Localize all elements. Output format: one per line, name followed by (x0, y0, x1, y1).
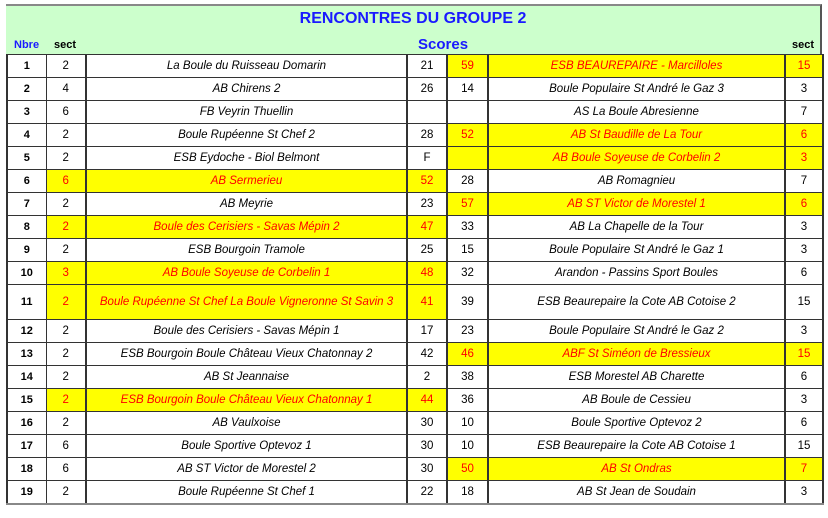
match-number-cell: 12 (7, 320, 46, 343)
sector-left-cell: 2 (46, 412, 86, 435)
sector-left-cell: 6 (46, 458, 86, 481)
sector-right-cell: 3 (785, 78, 823, 101)
results-table (6, 54, 824, 505)
team-right-cell: AS La Boule Abresienne (488, 101, 785, 124)
sector-right-cell: 7 (785, 170, 823, 193)
score-right-cell: 52 (447, 124, 488, 147)
match-number-cell: 1 (7, 55, 46, 78)
sector-right-cell: 6 (785, 193, 823, 216)
team-right-cell: ESB Beaurepaire la Cote AB Cotoise 1 (488, 435, 785, 458)
sector-left-cell: 2 (46, 55, 86, 78)
team-left-cell: AB St Jeannaise (86, 366, 407, 389)
sector-right-cell: 3 (785, 216, 823, 239)
team-right-cell: ESB BEAUREPAIRE - Marcilloles (488, 55, 785, 78)
score-right-cell: 50 (447, 458, 488, 481)
match-number-cell: 3 (7, 101, 46, 124)
score-right-cell: 23 (447, 320, 488, 343)
score-left-cell: 2 (407, 366, 447, 389)
score-left-cell: 21 (407, 55, 447, 78)
team-right-cell: AB St Jean de Soudain (488, 481, 785, 505)
table-row (7, 78, 823, 101)
score-right-cell (447, 101, 488, 124)
match-number-cell: 7 (7, 193, 46, 216)
team-left-cell: AB Meyrie (86, 193, 407, 216)
team-left-cell: AB Boule Soyeuse de Corbelin 1 (86, 262, 407, 285)
table-row (7, 481, 823, 505)
sector-right-cell: 6 (785, 262, 823, 285)
column-header-scores: Scores (418, 36, 469, 53)
page-title: RENCONTRES DU GROUPE 2 (299, 10, 527, 27)
score-left-cell: 41 (407, 285, 447, 320)
score-right-cell: 28 (447, 170, 488, 193)
results-sheet (6, 4, 822, 505)
team-right-cell: Boule Populaire St André le Gaz 3 (488, 78, 785, 101)
team-left-cell: ESB Eydoche - Biol Belmont (86, 147, 407, 170)
match-number-cell: 15 (7, 389, 46, 412)
score-right-cell: 14 (447, 78, 488, 101)
score-right-cell: 32 (447, 262, 488, 285)
match-number-cell: 19 (7, 481, 46, 505)
score-left-cell: 25 (407, 239, 447, 262)
sector-left-cell: 2 (46, 389, 86, 412)
team-left-cell: AB Vaulxoise (86, 412, 407, 435)
table-row (7, 285, 823, 320)
score-left-cell: 47 (407, 216, 447, 239)
sector-right-cell: 15 (785, 343, 823, 366)
score-left-cell: F (407, 147, 447, 170)
team-left-cell: Boule des Cerisiers - Savas Mépin 2 (86, 216, 407, 239)
sheet-header (6, 4, 822, 54)
sector-right-cell: 7 (785, 458, 823, 481)
team-right-cell: Arandon - Passins Sport Boules (488, 262, 785, 285)
sector-right-cell: 3 (785, 320, 823, 343)
score-right-cell: 18 (447, 481, 488, 505)
table-row (7, 262, 823, 285)
sector-right-cell: 6 (785, 124, 823, 147)
table-row (7, 170, 823, 193)
score-right-cell: 36 (447, 389, 488, 412)
sector-right-cell: 6 (785, 366, 823, 389)
sector-right-cell: 3 (785, 147, 823, 170)
table-row (7, 412, 823, 435)
match-number-cell: 4 (7, 124, 46, 147)
score-right-cell: 38 (447, 366, 488, 389)
score-left-cell: 30 (407, 412, 447, 435)
table-row (7, 239, 823, 262)
team-left-cell: Boule Rupéenne St Chef 2 (86, 124, 407, 147)
table-row (7, 101, 823, 124)
team-right-cell: AB St Baudille de La Tour (488, 124, 785, 147)
sector-left-cell: 4 (46, 78, 86, 101)
sector-right-cell: 7 (785, 101, 823, 124)
team-left-cell: Boule Rupéenne St Chef 1 (86, 481, 407, 505)
team-right-cell: AB La Chapelle de la Tour (488, 216, 785, 239)
table-row (7, 216, 823, 239)
score-left-cell: 23 (407, 193, 447, 216)
score-left-cell: 44 (407, 389, 447, 412)
score-right-cell: 39 (447, 285, 488, 320)
sector-left-cell: 2 (46, 147, 86, 170)
table-row (7, 124, 823, 147)
table-row (7, 366, 823, 389)
team-right-cell: Boule Populaire St André le Gaz 2 (488, 320, 785, 343)
score-right-cell: 33 (447, 216, 488, 239)
team-right-cell: AB St Ondras (488, 458, 785, 481)
sector-right-cell: 6 (785, 412, 823, 435)
sector-left-cell: 2 (46, 216, 86, 239)
score-right-cell: 10 (447, 435, 488, 458)
sector-left-cell: 2 (46, 124, 86, 147)
match-number-cell: 9 (7, 239, 46, 262)
table-row (7, 435, 823, 458)
match-number-cell: 2 (7, 78, 46, 101)
team-left-cell: ESB Bourgoin Boule Château Vieux Chatonnay 2 (86, 343, 407, 366)
sector-left-cell: 2 (46, 239, 86, 262)
score-left-cell: 52 (407, 170, 447, 193)
team-right-cell: AB Romagnieu (488, 170, 785, 193)
team-right-cell: Boule Populaire St André le Gaz 1 (488, 239, 785, 262)
team-left-cell: Boule Rupéenne St Chef La Boule Vigneronne St Savin 3 (86, 285, 407, 320)
match-number-cell: 16 (7, 412, 46, 435)
team-right-cell: AB Boule de Cessieu (488, 389, 785, 412)
team-left-cell: ESB Bourgoin Boule Château Vieux Chatonnay 1 (86, 389, 407, 412)
score-left-cell: 26 (407, 78, 447, 101)
team-left-cell: AB ST Victor de Morestel 2 (86, 458, 407, 481)
score-right-cell: 46 (447, 343, 488, 366)
sector-right-cell: 3 (785, 389, 823, 412)
sector-left-cell: 2 (46, 481, 86, 505)
column-header-nbre: Nbre (14, 39, 40, 51)
team-left-cell: Boule des Cerisiers - Savas Mépin 1 (86, 320, 407, 343)
match-number-cell: 18 (7, 458, 46, 481)
match-number-cell: 8 (7, 216, 46, 239)
column-header-sect-left: sect (54, 39, 77, 51)
score-right-cell: 57 (447, 193, 488, 216)
team-left-cell: La Boule du Ruisseau Domarin (86, 55, 407, 78)
score-left-cell: 30 (407, 458, 447, 481)
team-left-cell: AB Chirens 2 (86, 78, 407, 101)
sector-right-cell: 15 (785, 435, 823, 458)
score-left-cell: 22 (407, 481, 447, 505)
team-left-cell: AB Sermerieu (86, 170, 407, 193)
sector-left-cell: 2 (46, 343, 86, 366)
score-left-cell: 48 (407, 262, 447, 285)
match-number-cell: 11 (7, 285, 46, 320)
match-number-cell: 17 (7, 435, 46, 458)
table-row (7, 343, 823, 366)
sector-left-cell: 6 (46, 435, 86, 458)
column-header-sect-right: sect (791, 39, 814, 51)
sector-right-cell: 3 (785, 481, 823, 505)
score-left-cell: 42 (407, 343, 447, 366)
sector-left-cell: 2 (46, 320, 86, 343)
team-right-cell: AB ST Victor de Morestel 1 (488, 193, 785, 216)
sector-left-cell: 6 (46, 101, 86, 124)
sector-left-cell: 2 (46, 285, 86, 320)
match-number-cell: 13 (7, 343, 46, 366)
sector-left-cell: 2 (46, 193, 86, 216)
sector-left-cell: 2 (46, 366, 86, 389)
team-left-cell: Boule Sportive Optevoz 1 (86, 435, 407, 458)
sector-right-cell: 15 (785, 55, 823, 78)
table-row (7, 320, 823, 343)
score-left-cell: 17 (407, 320, 447, 343)
table-row (7, 458, 823, 481)
team-right-cell: AB Boule Soyeuse de Corbelin 2 (488, 147, 785, 170)
team-right-cell: ESB Beaurepaire la Cote AB Cotoise 2 (488, 285, 785, 320)
team-right-cell: ESB Morestel AB Charette (488, 366, 785, 389)
match-number-cell: 10 (7, 262, 46, 285)
table-row (7, 147, 823, 170)
score-right-cell: 59 (447, 55, 488, 78)
sector-left-cell: 6 (46, 170, 86, 193)
sector-right-cell: 15 (785, 285, 823, 320)
team-left-cell: ESB Bourgoin Tramole (86, 239, 407, 262)
match-number-cell: 5 (7, 147, 46, 170)
match-number-cell: 6 (7, 170, 46, 193)
score-right-cell (447, 147, 488, 170)
score-left-cell: 28 (407, 124, 447, 147)
score-left-cell: 30 (407, 435, 447, 458)
table-row (7, 389, 823, 412)
team-right-cell: Boule Sportive Optevoz 2 (488, 412, 785, 435)
team-right-cell: ABF St Siméon de Bressieux (488, 343, 785, 366)
score-right-cell: 15 (447, 239, 488, 262)
sector-left-cell: 3 (46, 262, 86, 285)
sector-right-cell: 3 (785, 239, 823, 262)
score-left-cell (407, 101, 447, 124)
team-left-cell: FB Veyrin Thuellin (86, 101, 407, 124)
score-right-cell: 10 (447, 412, 488, 435)
table-row (7, 193, 823, 216)
table-row (7, 55, 823, 78)
match-number-cell: 14 (7, 366, 46, 389)
